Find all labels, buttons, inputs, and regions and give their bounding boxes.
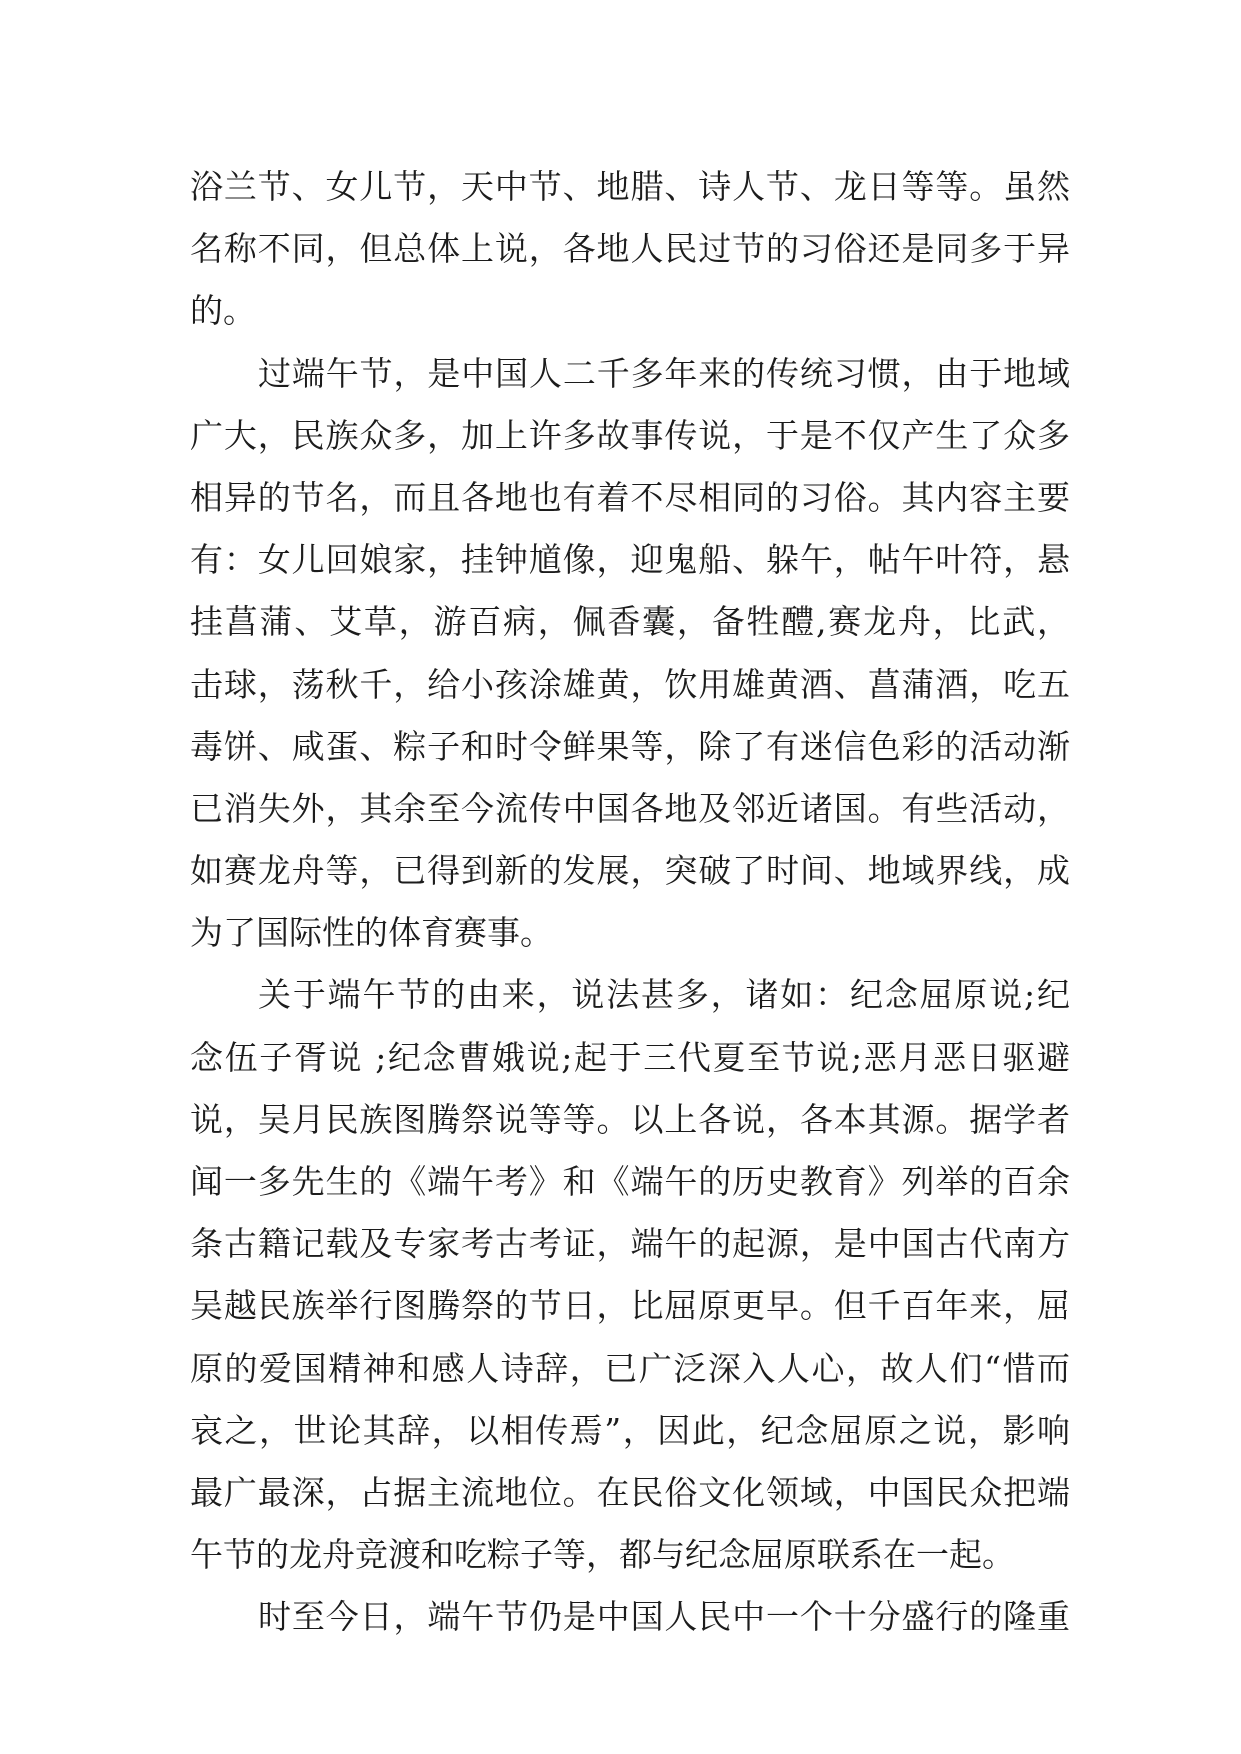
- text-line: 的。: [190, 291, 256, 331]
- text-line: 最广最深，占据主流地位。在民俗文化领域，中国民众把端: [190, 1472, 1070, 1512]
- text-line: 说，吴月民族图腾祭说等等。以上各说，各本其源。据学者: [190, 1099, 1070, 1139]
- text-line: 有：女儿回娘家，挂钟馗像，迎鬼船、躲午，帖午叶符，悬: [190, 540, 1070, 580]
- text-line: 广大，民族众多，加上许多故事传说，于是不仅产生了众多: [190, 415, 1070, 455]
- text-line: 如赛龙舟等，已得到新的发展，突破了时间、地域界线，成: [190, 851, 1070, 891]
- text-line: 闻一多先生的《端午考》和《端午的历史教育》列举的百余: [190, 1162, 1070, 1201]
- text-line: 关于端午节的由来，说法甚多，诸如：纪念屈原说;纪: [258, 975, 1070, 1015]
- text-line: 条古籍记载及专家考古考证，端午的起源，是中国古代南方: [190, 1224, 1070, 1264]
- text-line: 名称不同，但总体上说，各地人民过节的习俗还是同多于异: [190, 229, 1070, 269]
- text-line: 吴越民族举行图腾祭的节日，比屈原更早。但千百年来，屈: [190, 1286, 1070, 1326]
- text-line: 为了国际性的体育赛事。: [190, 913, 553, 953]
- text-line: 念伍子胥说 ;纪念曹娥说;起于三代夏至节说;恶月恶日驱避: [190, 1037, 1070, 1077]
- text-line: 挂菖蒲、艾草，游百病，佩香囊，备牲醴,赛龙舟，比武，: [190, 602, 1070, 642]
- text-line: 过端午节，是中国人二千多年来的传统习惯，由于地域: [258, 353, 1070, 393]
- text-line: 击球，荡秋千，给小孩涂雄黄，饮用雄黄酒、菖蒲酒，吃五: [190, 664, 1070, 704]
- text-line: 时至今日，端午节仍是中国人民中一个十分盛行的隆重: [258, 1597, 1070, 1637]
- text-line: 已消失外，其余至今流传中国各地及邻近诸国。有些活动，: [190, 788, 1070, 828]
- text-line: 相异的节名，而且各地也有着不尽相同的习俗。其内容主要: [190, 477, 1070, 517]
- body-text: [190, 156, 1070, 1649]
- text-line: 原的爱国精神和感人诗辞，已广泛深入人心，故人们“惜而: [190, 1348, 1070, 1388]
- text-line: 浴兰节、女儿节，天中节、地腊、诗人节、龙日等等。虽然: [190, 167, 1070, 206]
- text-line: 午节的龙舟竞渡和吃粽子等，都与纪念屈原联系在一起。: [190, 1535, 1015, 1575]
- text-line: 哀之，世论其辞，以相传焉”，因此，纪念屈原之说，影响: [190, 1410, 1070, 1450]
- text-line: 毒饼、咸蛋、粽子和时令鲜果等，除了有迷信色彩的活动渐: [190, 726, 1070, 766]
